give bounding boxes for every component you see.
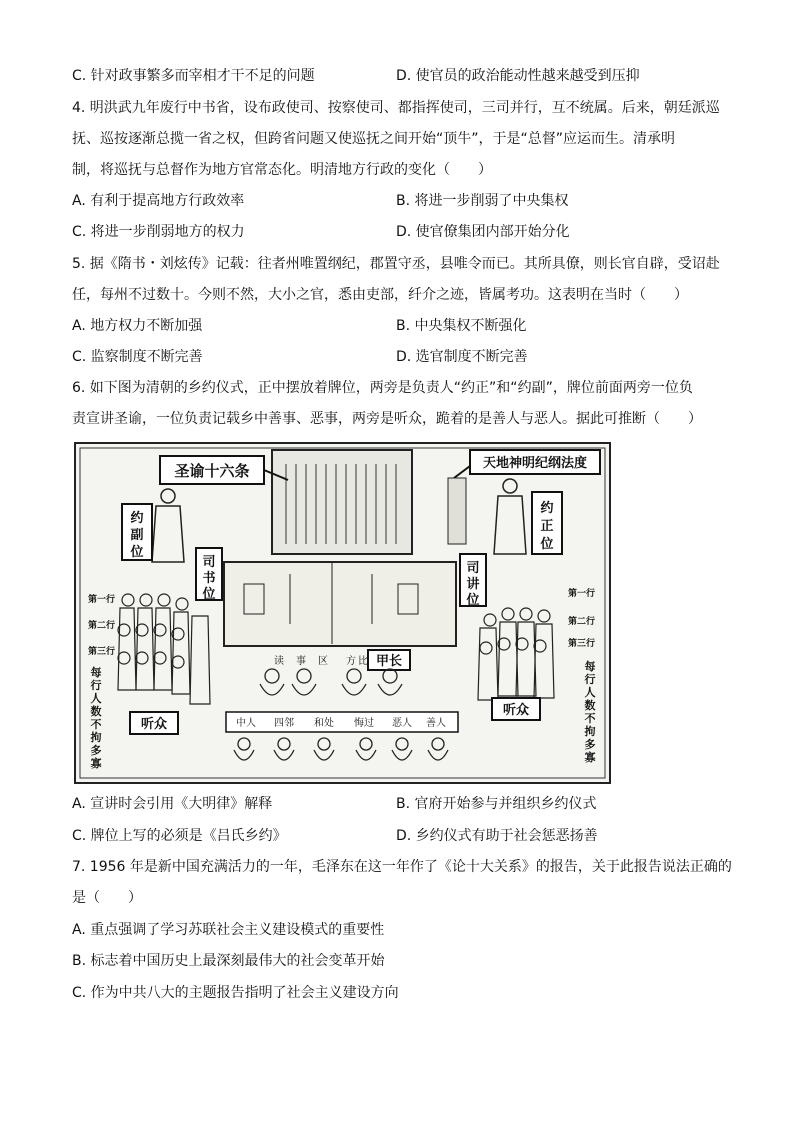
q6-option-b: B. 官府开始参与并组织乡约仪式 xyxy=(396,796,597,812)
right-vertical-caption xyxy=(584,659,596,764)
q7-option-a: A. 重点强调了学习苏联社会主义建设模式的重要性 xyxy=(72,922,385,938)
right-audience-label: 听众 xyxy=(502,703,530,718)
right-row2-label: 第二行 xyxy=(568,617,596,627)
q3-option-d: D. 使官员的政治能动性越来越受到压抑 xyxy=(396,68,640,84)
q7-option-b: B. 标志着中国历史上最深刻最伟大的社会变革开始 xyxy=(72,953,385,969)
q4-option-b: B. 将进一步削弱了中央集权 xyxy=(396,193,569,209)
tablet-frame xyxy=(272,450,412,554)
xiangyue-ceremony-figure xyxy=(74,442,611,784)
q4-stem-line-3: 制，将巡抚与总督作为地方官常态化。明清地方行政的变化（ ） xyxy=(72,162,492,178)
q7-stem-line-2: 是（ ） xyxy=(72,890,142,906)
bench-label-1: 中人 xyxy=(236,718,256,729)
sijiang-label: 司讲位 xyxy=(466,561,480,608)
bench-label-6: 善人 xyxy=(426,718,446,729)
q6-option-a: A. 宣讲时会引用《大明律》解释 xyxy=(72,796,273,812)
bench-label-2: 四邻 xyxy=(274,718,294,729)
tablet-label: 圣谕十六条 xyxy=(174,462,250,480)
bench-label-3: 和处 xyxy=(314,718,334,729)
q6-stem-line-2: 责宣讲圣谕，一位负责记载乡中善事、恶事，两旁是听众，跪着的是善人与恶人。据此可推断（ ） xyxy=(72,411,702,427)
q4-stem-line-1: 4. 明洪武九年废行中书省，设布政使司、按察使司、都指挥使司，三司并行，互不统属。后来，朝廷派巡 xyxy=(72,100,720,116)
right-row1-label: 第一行 xyxy=(568,589,596,599)
upper-label-3: 区 xyxy=(318,656,328,667)
left-audience xyxy=(118,594,210,704)
altar-table xyxy=(224,562,456,646)
bench-label-4: 悔过 xyxy=(354,718,374,729)
heaven-label: 天地神明纪纲法度 xyxy=(482,456,588,471)
right-audience xyxy=(478,608,554,700)
svg-text:每行人数不拘多寡: 每行人数不拘多寡 xyxy=(90,666,102,770)
q4-option-d: D. 使官僚集团内部开始分化 xyxy=(396,224,570,240)
q4-option-c: C. 将进一步削弱地方的权力 xyxy=(72,224,245,240)
left-row1-label: 第一行 xyxy=(88,595,116,605)
q6-stem-line-1: 6. 如下图为清朝的乡约仪式，正中摆放着牌位，两旁是负责人“约正”和“约副”，牌位前面两旁一位负 xyxy=(72,380,693,396)
left-row2-label: 第二行 xyxy=(88,621,116,631)
q7-option-c: C. 作为中共八大的主题报告指明了社会主义建设方向 xyxy=(72,985,399,1001)
upper-label-4: 方 xyxy=(346,656,356,667)
bench-label-5: 恶人 xyxy=(392,718,412,729)
yuezheng-label: 约正位 xyxy=(540,501,554,552)
q6-option-d: D. 乡约仪式有助于社会惩恶扬善 xyxy=(396,828,598,844)
q5-stem-line-2: 任，每州不过数十。今则不然，大小之官，悉由吏部，纤介之迹，皆属考功。这表明在当时（ ） xyxy=(72,287,688,303)
q5-option-a: A. 地方权力不断加强 xyxy=(72,318,203,334)
jiazhang-label: 甲长 xyxy=(375,654,403,669)
q4-stem-line-2: 抚、巡按逐渐总揽一省之权，但跨省问题又使巡抚之间开始“顶牛”，于是“总督”应运而生。清承明 xyxy=(72,131,676,147)
upper-label-5: 比 xyxy=(358,656,368,667)
q7-stem-line-1: 7. 1956 年是新中国充满活力的一年，毛泽东在这一年作了《论十大关系》的报告，关于此报告说法正确的 xyxy=(72,859,732,875)
yuefu-label: 约副位 xyxy=(130,511,144,560)
q5-option-c: C. 监察制度不断完善 xyxy=(72,349,203,365)
sishu-label: 司书位 xyxy=(202,555,216,602)
right-row3-label: 第三行 xyxy=(568,639,596,649)
upper-label-2: 事 xyxy=(296,656,306,667)
q4-option-a: A. 有利于提高地方行政效率 xyxy=(72,193,245,209)
left-row3-label: 第三行 xyxy=(88,647,116,657)
left-audience-label: 听众 xyxy=(140,717,168,732)
q5-option-b: B. 中央集权不断强化 xyxy=(396,318,527,334)
q6-option-c: C. 牌位上写的必须是《吕氏乡约》 xyxy=(72,828,287,844)
q5-stem-line-1: 5. 据《隋书・刘炫传》记载：往者州唯置纲纪，郡置守丞，县唯令而已。其所具僚，则长官自辟，受诏赴 xyxy=(72,256,720,272)
q5-option-d: D. 选官制度不断完善 xyxy=(396,349,528,365)
left-vertical-caption xyxy=(90,665,102,770)
q3-option-c: C. 针对政事繁多而宰相才干不足的问题 xyxy=(72,68,315,84)
upper-label-1: 读 xyxy=(274,656,284,667)
svg-text:每行人数不拘多寡: 每行人数不拘多寡 xyxy=(584,660,596,764)
